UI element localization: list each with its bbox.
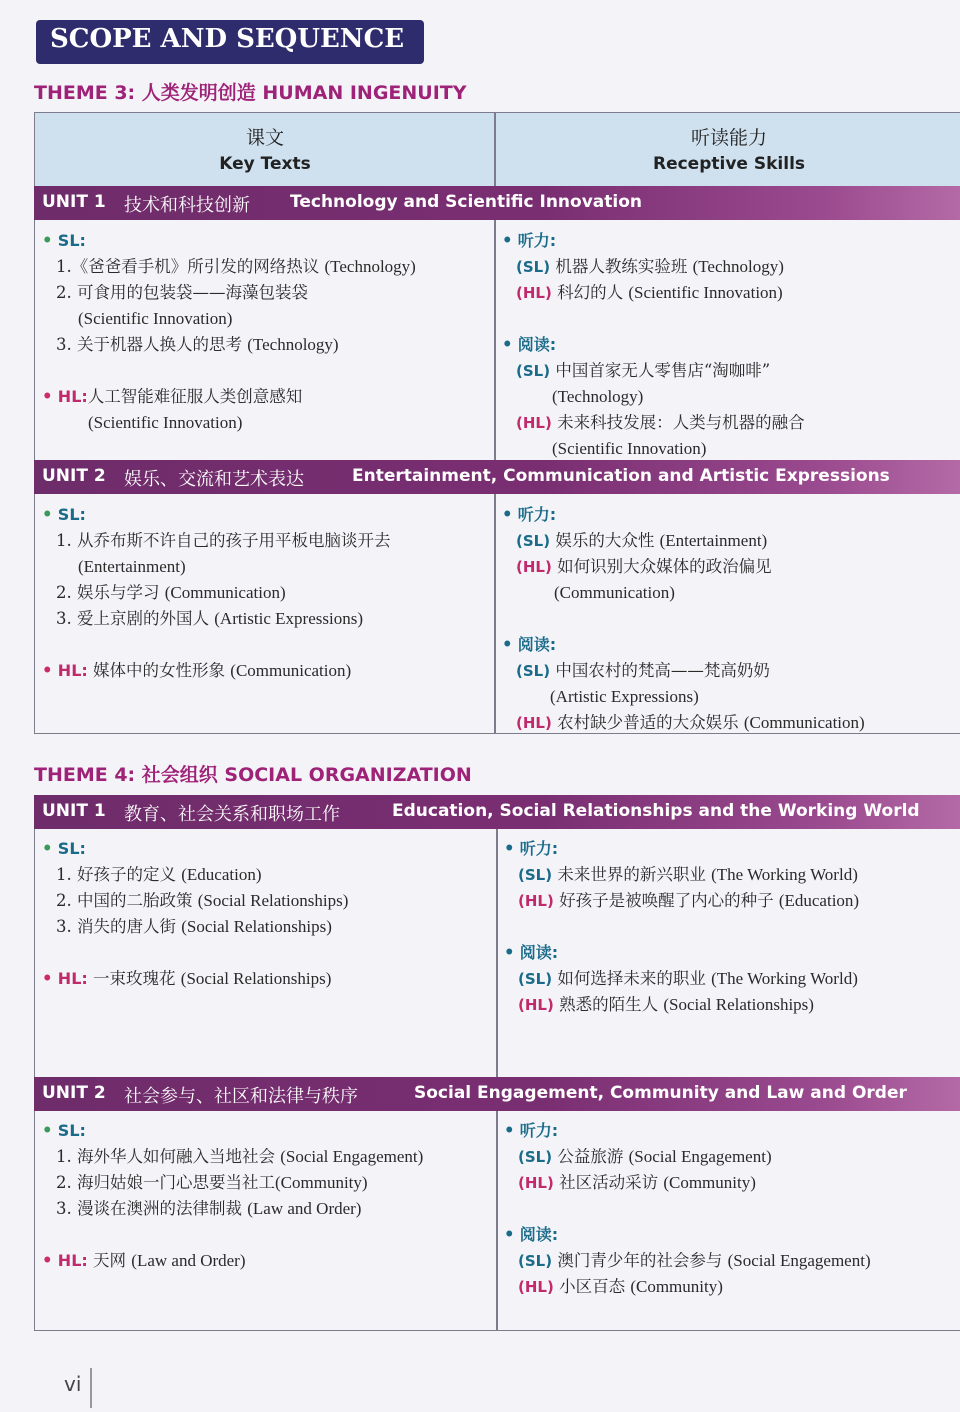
read-label: 阅读:: [517, 635, 557, 654]
theme4-unit1-receptive-skills: • 听力: (SL) 未来世界的新兴职业 (The Working World) (HL) 好孩子是被唤醒了内心的种子 (Education) • 阅读: (SL) 如何选择未来的职业 (The Working World) (HL) 熟悉的陌生人 (Social Relationships): [504, 836, 859, 1018]
theme3-unit1-receptive-skills: • 听力: (SL) 机器人教练实验班 (Technology) (HL) 科幻的人 (Scientific Innovation) • 阅读: (SL) 中国首家无人零售店“淘咖啡” (Technology) (HL) 未来科技发展：人类与机器的融合 (Scientific Innovation): [502, 228, 805, 462]
column-divider: [496, 829, 498, 1077]
hl-label: HL:: [57, 387, 88, 406]
unit-number: UNIT 1: [42, 801, 106, 821]
header-col1-zh: 课文: [245, 127, 284, 149]
list-item: (HL) 未来科技发展：人类与机器的融合: [516, 413, 805, 432]
list-item: (Artistic Expressions): [550, 687, 699, 706]
theme4-title: THEME 4: 社会组织 SOCIAL ORGANIZATION: [34, 764, 472, 786]
list-item: 3. 漫谈在澳洲的法律制裁 (Law and Order): [56, 1199, 362, 1218]
page-banner: [36, 20, 424, 64]
unit-title-en: Social Engagement, Community and Law and Order: [414, 1083, 907, 1103]
theme4-unit2-bar: [34, 1077, 960, 1111]
column-divider: [494, 494, 496, 734]
list-item: 2. 娱乐与学习 (Communication): [56, 583, 286, 602]
list-item: (HL) 科幻的人 (Scientific Innovation): [516, 283, 783, 302]
list-item: (SL) 公益旅游 (Social Engagement): [518, 1147, 772, 1166]
list-item: 1. 从乔布斯不许自己的孩子用平板电脑谈开去: [56, 531, 391, 550]
list-item: 媒体中的女性形象: [93, 661, 226, 680]
list-item: (SL) 如何选择未来的职业 (The Working World): [518, 969, 858, 988]
list-item: 人工智能难征服人类创意感知: [87, 387, 303, 406]
header-col2-zh: 听读能力: [690, 127, 767, 149]
theme3-unit2-bar: [34, 460, 960, 494]
sl-label: SL:: [57, 839, 86, 858]
unit-title-en: Technology and Scientific Innovation: [290, 192, 642, 212]
column-divider: [496, 1111, 498, 1331]
list-item: (Scientific Innovation): [78, 309, 233, 328]
listen-label: 听力:: [517, 505, 557, 524]
theme3-unit2-receptive-skills: • 听力: (SL) 娱乐的大众性 (Entertainment) (HL) 如何识别大众媒体的政治偏见 (Communication) • 阅读: (SL) 中国农村的梵高——梵高奶奶 (Artistic Expressions) (HL) 农村缺少普适的大众娱乐 (Communication): [502, 502, 865, 736]
read-label: 阅读:: [519, 1225, 559, 1244]
header-receptive-skills: [497, 113, 960, 187]
theme4-unit1-bar: [34, 795, 960, 829]
list-item: (SL) 澳门青少年的社会参与 (Social Engagement): [518, 1251, 871, 1270]
unit-number: UNIT 1: [42, 192, 106, 212]
list-item: (SL) 未来世界的新兴职业 (The Working World): [518, 865, 858, 884]
unit-title-zh: 教育、社会关系和职场工作: [124, 804, 340, 825]
list-item: 3. 关于机器人换人的思考 (Technology): [56, 335, 339, 354]
list-item: (HL) 社区活动采访 (Community): [518, 1173, 756, 1192]
list-item: (SL) 中国农村的梵高——梵高奶奶: [516, 661, 770, 680]
sl-label: SL:: [57, 231, 86, 250]
hl-label: HL:: [57, 969, 88, 988]
list-item: (HL) 农村缺少普适的大众娱乐 (Communication): [516, 713, 865, 732]
list-item: (Technology): [552, 387, 644, 406]
read-label: 阅读:: [517, 335, 557, 354]
table-header: [34, 112, 960, 186]
list-item: (Entertainment): [78, 557, 186, 576]
list-item: (SL) 机器人教练实验班 (Technology): [516, 257, 784, 276]
list-item: (Communication): [554, 583, 675, 602]
theme3-unit1-key-texts: • SL: 1.《爸爸看手机》所引发的网络热议 (Technology) 2. 可食用的包装袋——海藻包装袋 (Scientific Innovation) 3. 关于机器人换人的思考 (Technology) • HL:人工智能难征服人类创意感知 (Scientific Innovation): [42, 228, 416, 436]
list-item: 2. 可食用的包装袋——海藻包装袋: [56, 283, 308, 302]
list-item: 3. 消失的唐人街 (Social Relationships): [56, 917, 332, 936]
sl-label: SL:: [57, 505, 86, 524]
list-item: 2. 中国的二胎政策 (Social Relationships): [56, 891, 349, 910]
list-item: (HL) 熟悉的陌生人 (Social Relationships): [518, 995, 814, 1014]
header-col2-en: Receptive Skills: [652, 154, 806, 174]
page-number-divider: [90, 1368, 92, 1408]
unit-title-en: Education, Social Relationships and the Working World: [392, 801, 920, 821]
list-item: (HL) 如何识别大众媒体的政治偏见: [516, 557, 772, 576]
listen-label: 听力:: [519, 839, 559, 858]
page-number: vi: [64, 1372, 82, 1396]
list-item: 1. 好孩子的定义 (Education): [56, 865, 262, 884]
header-col1-en: Key Texts: [219, 154, 311, 174]
unit-title-en: Entertainment, Communication and Artistic Expressions: [352, 466, 890, 486]
read-label: 阅读:: [519, 943, 559, 962]
unit-number: UNIT 2: [42, 1083, 106, 1103]
sl-label: SL:: [57, 1121, 86, 1140]
unit-number: UNIT 2: [42, 466, 106, 486]
list-item: 天网: [93, 1251, 127, 1270]
list-item: 3. 爱上京剧的外国人 (Artistic Expressions): [56, 609, 363, 628]
theme3-unit2-key-texts: • SL: 1. 从乔布斯不许自己的孩子用平板电脑谈开去 (Entertainment) 2. 娱乐与学习 (Communication) 3. 爱上京剧的外国人 (Artistic Expressions) • HL: 媒体中的女性形象 (Communication): [42, 505, 391, 680]
theme4-unit2-key-texts: • SL: 1. 海外华人如何融入当地社会 (Social Engagement) 2. 海归姑娘一门心思要当社工(Community) 3. 漫谈在澳洲的法律制裁 (Law and Order) • HL: 天网 (Law and Order): [42, 1121, 424, 1270]
theme4-unit1-key-texts: • SL: 1. 好孩子的定义 (Education) 2. 中国的二胎政策 (Social Relationships) 3. 消失的唐人街 (Social Relationships) • HL: 一束玫瑰花 (Social Relationships): [42, 839, 349, 988]
listen-label: 听力:: [517, 231, 557, 250]
unit-title-zh: 娱乐、交流和艺术表达: [124, 469, 304, 490]
list-item: (Scientific Innovation): [552, 439, 707, 458]
column-divider: [494, 220, 496, 460]
list-item: (SL) 中国首家无人零售店“淘咖啡”: [516, 361, 771, 380]
list-item: 2. 海归姑娘一门心思要当社工(Community): [56, 1173, 368, 1192]
list-item: 1.《爸爸看手机》所引发的网络热议 (Technology): [56, 257, 416, 276]
hl-label: HL:: [57, 661, 88, 680]
theme3-title: THEME 3: 人类发明创造 HUMAN INGENUITY: [34, 82, 467, 104]
theme3-unit1-bar: [34, 186, 960, 220]
theme4-unit2-receptive-skills: • 听力: (SL) 公益旅游 (Social Engagement) (HL) 社区活动采访 (Community) • 阅读: (SL) 澳门青少年的社会参与 (Social Engagement) (HL) 小区百态 (Community): [504, 1118, 871, 1300]
list-item: (Scientific Innovation): [88, 413, 243, 432]
hl-label: HL:: [57, 1251, 88, 1270]
unit-title-zh: 社会参与、社区和法律与秩序: [124, 1086, 358, 1107]
list-item: (SL) 娱乐的大众性 (Entertainment): [516, 531, 768, 550]
column-divider: [494, 112, 496, 186]
list-item: 1. 海外华人如何融入当地社会 (Social Engagement): [56, 1147, 424, 1166]
list-item: 一束玫瑰花: [93, 969, 176, 988]
header-key-texts: [35, 113, 495, 187]
listen-label: 听力:: [519, 1121, 559, 1140]
list-item: (HL) 小区百态 (Community): [518, 1277, 723, 1296]
list-item: (HL) 好孩子是被唤醒了内心的种子 (Education): [518, 891, 860, 910]
unit-title-zh: 技术和科技创新: [124, 195, 250, 216]
banner-title: SCOPE AND SEQUENCE: [50, 24, 405, 54]
